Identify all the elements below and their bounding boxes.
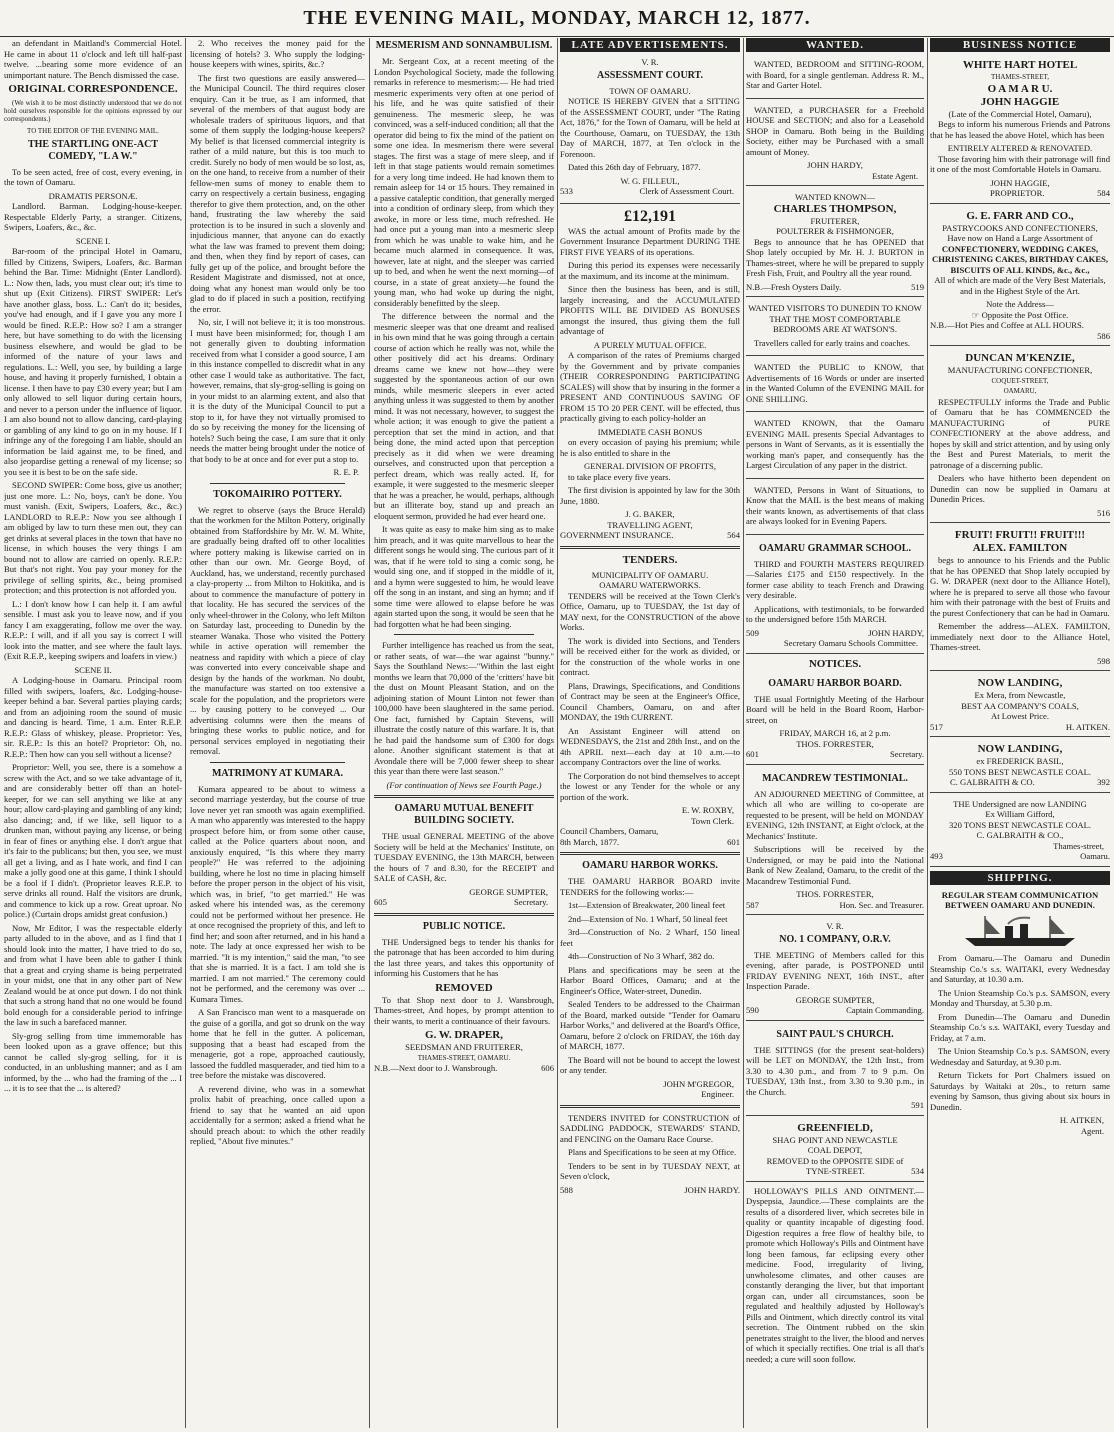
column-rule: [369, 38, 370, 1428]
notice-title: PUBLIC NOTICE.: [422, 920, 506, 932]
divider: [210, 483, 345, 484]
advertiser-address: THAMES-STREET,: [990, 73, 1049, 81]
removed-heading: REMOVED: [435, 981, 493, 994]
subheading: DRAMATIS PERSONÆ.: [48, 190, 138, 201]
paragraph: No, sir, I will not believe it; it is too monstrous. I must have been misinformed; for, though I am not generally given to doubting information received from what I consider a good source, I am in this instance compelled to discredit what in any other case I would take as authoritative. The fact, however, remains, that sly-grog-selling is going on in your midst to an alarming extent, and also that it is the duty of the Municipal Council to put a stop to it, for have they not virtually promised to do so by receiving the money for the licensing of hotels? Such being the case, I am sure that it only needs the matter being brought under the notice of that body to be at once and for ever put a stop to.: [190, 317, 365, 464]
paragraph: Dealers who have hitherto been dependent on Dunedin can now be supplied in Oamaru at Dunedin Prices.: [930, 473, 1110, 504]
advertiser-trade: SEEDSMAN AND FRUITERER,: [405, 1042, 523, 1052]
paragraph: The first two questions are easily answered—the Municipal Council. The third requires closer enquiry. Can it be true, as I am informed, that several of the members of that august body are wholesale traders of spirituous liquors, and that some of them supply the lodging-house keepers? My belief is that licensed commercial integrity is rather of a mild nature, but this is too much to credit. Surely no body of men would be so lost, as, on the one hand, to receive from a number of their fellow-men sums of money to enable them to carry on respectively a certain business, engaging therefor to give them protection, and, on the other hand, frustrating the law whereby the said protection is to be insured in such a slovenly and injudicious manner, that anyone can do exactly what the law was framed to prevent them doing; and then, when they find by report of cases, can fully get up of the police, and brought before the Resident Magistrate and dismissed, not at once, doing what any honest man would only be too glad to do if placed in such a position, rectifying the error.: [190, 72, 365, 314]
paragraph: Dated this 26th day of February, 1877.: [568, 162, 701, 172]
signature-title: Estate Agent.: [872, 170, 918, 181]
subheading: SCENE II.: [74, 664, 112, 675]
column-rule: [927, 38, 928, 1428]
paragraph: Plans and specifications may be seen at the Harbor Board Offices, Oamaru; and at the Engineer's Office, Water-street, Dunedin.: [560, 964, 740, 996]
paragraph: Now, Mr Editor, I was the respectable elderly party alluded to in the above, and as I find that I should look into the matter, I have tried to do so, and from what I have been able to gather I think that a great and crying shame is being perpetrated in your midst, one that in any other part of New Zealand would be at once put down. I do not think that such a strong hand that no one would be found bold enough for a considerable period to infringe the law in such a barefaced manner.: [4, 922, 182, 1027]
subheading: OAMARU WATERWORKS.: [599, 580, 701, 590]
divider: [560, 1105, 740, 1108]
paragraph: All of which are made of the Very Best Materials, and in the Highest Style of the Art.: [934, 275, 1106, 296]
product: BEST AA COMPANY'S COALS,: [961, 700, 1079, 711]
paragraph: L.: I don't know how I can help it. I am awful sensible. I must ask you to leave now, and if you fancy I am exaggerating, follow me over the way. R.E.P.: I will, and if all you say is correct I will look into the matter, and see where the fault lays. (Exit R.E.P., keeping swipers and loafers in view.): [4, 598, 182, 661]
paragraph: AN ADJOURNED MEETING of Committee, at which all who are willing to co-operate are requested to be present, will be held on MONDAY EVENING, 12th INSTANT, at Eight o'clock, at the Mechanics' Institute.: [746, 788, 924, 841]
signature-line: GOVERNMENT INSURANCE. 564: [560, 530, 740, 540]
paragraph: The Corporation do not bind themselves to accept the lowest or any Tender for the whole or any portion of the work.: [560, 770, 740, 802]
signature: W. G. FILLEUL,: [620, 175, 680, 186]
paragraph: begs to announce to his Friends and the Public that he has OPENED that Shop lately occupied by G. W. DRAPER (next door to the Alliance Hotel), where he is prepared to serve all those who favour him with their patronage with the best of Fruits and the purest Confectionery that can be had in Oamaru.: [930, 555, 1110, 618]
paragraph: THIRD and FOURTH MASTERS REQUIRED—Salaries £175 and £150 respectively. In the former case ability to teach French and Drawing very desirable.: [746, 558, 924, 600]
meeting-date: FRIDAY, MARCH 16, at 2 p.m.: [779, 728, 891, 738]
list-item: 3rd—Construction of No. 2 Wharf, 150 lineal feet: [560, 927, 740, 948]
subheading: MUNICIPALITY OF OAMARU.: [591, 569, 709, 580]
paragraph: THE SITTINGS (for the present seat-holders) will be LET on MONDAY, the 12th Inst., from 3.30 to 4.30 p.m., and from 7 to 9 p.m. On TUESDAY, 13th Inst., from 3.30 to 9.30 p.m., in the Church.: [746, 1044, 924, 1097]
paragraph: The Board will not be bound to accept the lowest or any tender.: [560, 1054, 740, 1075]
signature-line: 517 H. AITKEN.: [930, 721, 1110, 732]
paragraph: Mr. Sergeant Cox, at a recent meeting of the London Psychological Society, made the following remarks in reference to mesmerism:— He had tried mesmeric experiments very often at one period of his life, and he was quite satisfied of their genuineness. The mesmeric sleep, he was convinced, was a self-induced condition; all that the operator did being to fix the mind of the patient on some one idea. In mesmerism there were several stages. The first was a stage of mere sleep, and if left in that stage patients would remain sometimes for a very long time indeed. He had known them to remain asleep for 14 or 15 hours. They remained in a passive cataleptic condition, that generally merged into a condition of ordinary sleep, from which they awoke, in more or less time, much refreshed. He had once put a young man into a mesmeric sleep from which he was unable to wake him, and he became much alarmed in consequence. It was, however, late at night, and the sleeper was carried up to bed, and when he went the next morning—of course, in a state of great anxiety—he found the young man, who had woke up during the night, considerably benefitted by the sleep.: [374, 56, 554, 308]
ad-number: 586: [1097, 330, 1110, 341]
signature-line: 588 JOHN HARDY.: [560, 1184, 740, 1195]
paragraph: to take place every five years.: [568, 471, 671, 482]
paragraph: THE OAMARU HARBOR BOARD invite TENDERS for the following works:—: [560, 876, 740, 897]
classified-ad: WANTED, Persons in Want of Situations, to Know that the MAIL is the best means of making their wants known, as advertisements of that class are always looked for in Evening Papers.: [746, 484, 924, 526]
advertiser-address: OAMARU,: [1003, 387, 1037, 395]
signature: GEORGE SUMPTER,: [469, 886, 548, 897]
signature-line: 533 Clerk of Assessment Court.: [560, 186, 734, 196]
paragraph: At Lowest Price.: [991, 711, 1049, 721]
notice-title: SAINT PAUL'S CHURCH.: [776, 1028, 894, 1040]
notice-title: NO. 1 COMPANY, O.R.V.: [779, 933, 891, 945]
list-item: 4th—Construction of No 3 Wharf, 382 do.: [568, 951, 715, 961]
subheading: IMMEDIATE CASH BONUS: [597, 426, 703, 437]
article-title: THE STARTLING ONE-ACT COMEDY, "L A W.": [27, 138, 159, 162]
paragraph: Plans and Specifications to be seen at my Office.: [568, 1147, 737, 1157]
paragraph: 2. Who receives the money paid for the licensing of hotels? 3. Who supply the lodging-house keepers with wines, spirits, &c.?: [190, 38, 365, 69]
divider: [560, 546, 740, 549]
column-1: [4, 38, 182, 1428]
advertiser-trade: COAL DEPOT,: [807, 1145, 863, 1155]
advertiser-trade: POULTERER & FISHMONGER,: [776, 226, 894, 236]
signature: GEORGE SUMPTER,: [795, 994, 875, 1005]
paragraph: SECOND SWIPER: Come boss, give us another; just one more. L.: No, boys, can't be done. You must vanish. (Exit, Swipers, Loafers, &c., &c.) LANDLORD to R.E.P.: Now you see although I am obliged by law to turn these men out, they can get drinks at several places in the town that have no license, in which houses the very things I am bound not to allow are carried on openly. R.E.P.: But that's not right. You pay your money for the privilege of selling spirits, &c., being promised protection; and this protection is not afforded you.: [4, 480, 182, 595]
paragraph: Sly-grog selling from time immemorable has been looked upon as a grave offence; but this cannot be called sly-grog selling, for it is conducted, in an unblushing manner; and as I am informed, by the ... who had the framing of the ... I ... it is to see that the ... is altered?: [4, 1030, 182, 1093]
paragraph: Begs to inform his numerous Friends and Patrons that he has leased the above Hotel, which has been: [930, 119, 1110, 140]
advertiser-name: JOHN HAGGIE: [980, 95, 1060, 108]
profit-amount: £12,191: [624, 207, 676, 225]
paragraph: A Lodging-house in Oamaru. Principal room filled with swipers, loafers, &c. Lodging-house-keeper behind a bar. Several parties playing cards; and from an adjoining room the sound of music and dancing is heard. Time, 1 a.m. Enter R.E.P. R.E.P.: Glass of whiskey, please. Proprietor: Yes, sir. R.E.P.: Is this an hotel? Proprietor: Oh, no. R.E.P.: Then how can you sell without a license?: [4, 675, 182, 759]
paragraph: Plans, Drawings, Specifications, and Conditions of Contract may be seen at the Engineer's Office, Council Chambers, Oamaru, on and after MONDAY, the 19th CURRENT.: [560, 680, 740, 722]
signature: C. GALBRAITH & CO.,: [976, 830, 1064, 840]
article-title: MATRIMONY AT KUMARA.: [211, 767, 343, 779]
disclaimer: (We wish it to be most distinctly understood that we do not hold ourselves responsible for the opinions expressed by our correspondents.): [4, 99, 182, 123]
signature: H. AITKEN,: [1059, 1115, 1104, 1125]
advertiser-address: COQUET-STREET,: [991, 376, 1049, 385]
notice-title: OAMARU HARBOR WORKS.: [582, 860, 718, 871]
ad-heading: NOW LANDING,: [977, 677, 1063, 689]
advertiser-name: GREENFIELD,: [797, 1121, 873, 1134]
paragraph: THE Undersigned begs to tender his thanks for the patronage that has been accorded to him during the last three years, and takes this opportunity of informing his Customers that he has: [374, 936, 554, 978]
paragraph: Further intelligence has reached us from the seat, or rather seats, of war—the war against "bunny." Says the Southland News:—"Within the last eight months we learn that 70,000 of the 'critters' have bit the dust on Mount Pleasant Station, and on the adjoining station of Mount Linton not fewer than 100,000 have been slaughtered in the same period. One fact, furnished by Captain Stevens, will illustrate the costly nature of this warfare. It is, that he had paid the handsome sum of £300 for dogs alone. Another significant statement is that at Avondale there will be 7,000 fewer sheep to shear this year than there were last season.": [374, 640, 554, 776]
advertiser-name: ALEX. FAMILTON: [972, 542, 1068, 554]
continuation-note: (For continuation of News see Fourth Page.): [386, 779, 542, 790]
subheading: GENERAL DIVISION OF PROFITS,: [584, 461, 716, 471]
signature: JOHN HARDY,: [807, 160, 863, 170]
royal-crest: V. R.: [826, 921, 844, 931]
signature: THOS. FORRESTER,: [796, 738, 874, 749]
column-3: [374, 38, 554, 1428]
footnote: N.B.—Fresh Oysters Daily. 519: [746, 281, 924, 292]
subheading: TOWN OF OAMARU.: [609, 85, 691, 96]
paragraph: NOTICE IS HEREBY GIVEN that a SITTING of the ASSESSMENT COURT, under "The Rating Act, 1876," for the Town of Oamaru, will be held at the Courthouse, Oamaru, on TUESDAY, the 13th Day of MARCH, 1877, at Ten o'clock in the Forenoon.: [560, 96, 740, 159]
paragraph: THE MEETING of Members called for this evening, after parade, is POSTPONED until FRIDAY EVENING NEXT, 16th INST., after Inspection Parade.: [746, 949, 924, 991]
ad-heading: THE Undersigned are now LANDING: [953, 798, 1087, 809]
paragraph: The work is divided into Sections, and Tenders will be received either for the work as divided, or for the construction of the whole works in one contract.: [560, 635, 740, 677]
notice-title: OAMARU GRAMMAR SCHOOL.: [759, 542, 911, 554]
paragraph: WAS the actual amount of Profits made by the Government Insurance Department DURING THE FIRST FIVE YEARS of its operations.: [560, 225, 740, 257]
paragraph: The first division is appointed by law for the 30th June, 1880.: [560, 485, 740, 506]
ad-number: 591: [911, 1100, 924, 1110]
paragraph: We regret to observe (says the Bruce Herald) that the workmen for the Milton Pottery, originally obtained from Staffordshire by Mr. W. M. White, are gradually being drafted off to other localities where pottery making is likewise carried on in other than our own. Mr. George Boyd, of Auckland, has, we understand, recently purchased a clay-property ... from Milton to Hokitika, and is about to commence the manufacture of pottery in that locality. He has secured the services of the only wheel-thrower in the Colony, who left Milton on Saturday last, proceeding to Dunedin by the steamer Wanaka. Those who visited the Pottery while in active operation will remember the neatness and rapidity with which a piece of clay was converted into every conceivable shape and design by the hands of the workman. No doubt, the manufacture was started on too extensive a scale for the population, and the proprietors were ... by causing pottery to be conveyed ... Our advertising columns were then the means of bringing these works to public notice, and for personal services employed in negotiating their removal.: [190, 504, 365, 756]
ad-number: 598: [1097, 655, 1110, 666]
advertiser-address: Thames-street,: [1053, 840, 1104, 851]
paragraph: During this period its expenses were necessarily at the maximum, and its income at the minimum.: [560, 260, 740, 281]
paragraph: THE usual Fortnightly Meeting of the Harbour Board will be held in the Board Room, Harbor-street, on: [746, 693, 924, 725]
ad-heading: REGULAR STEAM COMMUNICATION BETWEEN OAMARU AND DUNEDIN.: [941, 889, 1099, 910]
ad-number: 605: [374, 897, 387, 907]
paragraph: Ex William Gifford,: [985, 809, 1055, 819]
paragraph: To be seen acted, free of cost, every evening, in the town of Oamaru.: [4, 166, 182, 187]
signature: R. E. P.: [333, 467, 359, 477]
classified-ad: WANTED, a PURCHASER for a Freehold HOUSE and SECTION; and also for a Leasehold SHOP in Oamaru. Both being in the Building Society, either may be Purchased with a small amount of Money.: [746, 104, 924, 157]
paragraph: Have now on Hand a Large Assortment of: [947, 233, 1093, 243]
royal-crest: V. R.: [641, 57, 659, 67]
paragraph: An Assistant Engineer will attend on WEDNESDAYS, the 21st and 28th Inst., and on the 4th APRIL next—each day at 10 a.m.—to accompany Contractors over the line of works.: [560, 725, 740, 767]
advertiser-name: CHARLES THOMPSON,: [773, 202, 897, 215]
advertiser-trade: PASTRYCOOKS AND CONFECTIONERS,: [942, 222, 1098, 233]
ad-heading: NOW LANDING,: [977, 743, 1063, 755]
section-bar: SHIPPING.: [930, 871, 1110, 885]
section-heading: TENDERS.: [622, 553, 678, 566]
ad-heading: WANTED KNOWN—: [795, 192, 875, 202]
product-list: CONFECTIONERY, WEDDING CAKES, CHRISTENING CAKES, BIRTHDAY CAKES, BISCUITS OF ALL KINDS, &c., &c.,: [932, 243, 1108, 275]
masthead: THE EVENING MAIL, MONDAY, MARCH 12, 1877.: [0, 0, 1114, 37]
notice-title: OAMARU MUTUAL BENEFIT BUILDING SOCIETY.: [394, 803, 534, 826]
signature: JOHN HAGGIE,: [990, 177, 1050, 188]
paragraph: Since then the business has been, and is still, largely increasing, and the ACCUMULATED PROFITS WILL BE DIVIDED AS BONUSES amongst the insured, thus giving them the full advantage of: [560, 284, 740, 336]
section-bar: LATE ADVERTISEMENTS.: [560, 38, 740, 52]
classified-ad: WANTED the PUBLIC to KNOW, that Advertisements of 16 Words or under are inserted in the Wanted Column of the EVENING MAIL for ONE SHILLING.: [746, 362, 924, 404]
paragraph: Tenders to be sent in by TUESDAY NEXT, at Seven o'clock,: [560, 1160, 740, 1181]
section-heading: ORIGINAL CORRESPONDENCE.: [8, 83, 178, 95]
list-item: 1st—Extension of Breakwater, 200 lineal feet: [568, 900, 726, 910]
signature: THOS. FORRESTER,: [796, 889, 874, 899]
paragraph: Remember the address—ALEX. FAMILTON, immediately next door to the Alliance Hotel, Thames-street.: [930, 621, 1110, 652]
notice-title: ASSESSMENT COURT.: [597, 69, 703, 81]
product: 550 TONS BEST NEWCASTLE COAL.: [948, 766, 1092, 777]
signature-line: C. GALBRAITH & CO. 392: [950, 777, 1110, 787]
dateline: Council Chambers, Oamaru,: [560, 826, 659, 836]
notice-title: MACANDREW TESTIMONIAL.: [762, 772, 908, 784]
paragraph: HOLLOWAY'S PILLS AND OINTMENT.—Dyspepsia, Jaundice.—These complaints are the results of a disordered liver, which secretes bile in quality or quantity incapable of digesting food. Digestion requires a free flow of healthy bile, to promote which Holloway's Pills and Ointment have long been famous, far eclipsing every other medicine. Food, irregularity of living, unwholesome climates, and other causes are constantly deranging the liver, but that important organ can, under all circumstances, soon be regulated and healthily adjusted by Holloway's Pills and Ointment, which directly control its vital secretion. The Ointment rubbed on the skin penetrates straight to the liver, the blood and nerves of which it specially rectifies. One trial is all that's needed; a cure will soon follow.: [746, 1185, 924, 1364]
dateline: 8th March, 1877. 601: [560, 836, 740, 847]
advertiser-trade: MANUFACTURING CONFECTIONER,: [947, 365, 1093, 375]
signature-line: 601 Secretary.: [746, 749, 924, 759]
signature-title: Engineer.: [701, 1089, 734, 1099]
divider: [560, 852, 740, 855]
paragraph: Return Tickets for Port Chalmers issued on Saturdays by Waitaki at 20s., to return same evening by Samson, thus giving about six hours in Dunedin.: [930, 1070, 1110, 1112]
paragraph: From Oamaru.—The Oamaru and Dunedin Steamship Co.'s s.s. WAITAKI, every Wednesday and Saturday, at 10.30 a.m.: [930, 953, 1110, 984]
classified-ad: WANTED VISITORS TO DUNEDIN TO KNOW THAT THE MOST COMFORTABLE BEDROOMS ARE AT WATSON'S.: [748, 303, 922, 334]
advertiser-trade: SHAG POINT AND NEWCASTLE: [772, 1134, 898, 1145]
signature-line: PROPRIETOR. 584: [990, 188, 1110, 198]
signature-line: 493 Oamaru.: [930, 851, 1110, 861]
paragraph: THE usual GENERAL MEETING of the above Society will be held at the Mechanics' Institute, on TUESDAY EVENING, the 13th MARCH, between the hours of 7 and 8.30, for the RECEIPT and SALE of CASH, &c.: [374, 831, 554, 883]
signature-title: Secretary.: [513, 897, 548, 907]
signature-title: Town Clerk.: [691, 815, 734, 826]
signature: J. G. BAKER,: [625, 509, 675, 519]
paragraph: Subscriptions will be received by the Undersigned, or may be paid into the National Bank of New Zealand, Oamaru, to the credit of the Macandrew Testimonial Fund.: [746, 844, 924, 886]
addressee: TO THE EDITOR OF THE EVENING MAIL.: [27, 127, 159, 135]
column-rule: [185, 38, 186, 1428]
paragraph: A reverend divine, who was in a somewhat prolix habit of preaching, once called upon a friend to say that he wanted an aid upon accidentally for a sermon; asked a friend what he should preach about: to which the other readily replied, "About five minutes.": [190, 1083, 365, 1146]
signature-line: TYNE-STREET. 534: [806, 1166, 924, 1176]
section-bar: WANTED.: [746, 38, 924, 52]
signature: JOHN M'GREGOR,: [663, 1078, 734, 1089]
paragraph: RESPECTFULLY informs the Trade and Public of Oamaru that he has COMMENCED the MANUFACTURING of PURE CONFECTIONERY at the above address, and hopes by skill and strict attention, and by using only the Best and Purest Materials, to merit the patronage of a discerning public.: [930, 396, 1110, 470]
advertiser-note: (Late of the Commercial Hotel, Oamaru),: [948, 108, 1092, 119]
advertiser-trade: FRUITERER,: [810, 215, 860, 226]
paragraph: TENDERS will be received at the Town Clerk's Office, Oamaru, up to TUESDAY, the 1st day of MAY next, for the CONSTRUCTION of the above Works.: [560, 590, 740, 632]
advertiser-name: DUNCAN M'KENZIE,: [965, 352, 1075, 364]
paragraph: Those favoring him with their patronage will find it one of the most Comfortable Hotels in Oamaru.: [930, 153, 1110, 174]
section-bar: BUSINESS NOTICE: [930, 38, 1110, 52]
town-name: O A M A R U.: [987, 82, 1053, 95]
signature: E. W. ROXBY,: [681, 805, 734, 815]
paragraph: A San Francisco man went to a masquerade on the guise of a gorilla, and got so drunk on the way home that he fell in the gutter. A policeman, supposing that a beast had escaped from the menagerie, got a rope, approached cautiously, lassoed the fuddled masquerader, and tied him to a tree before the mistake was discovered.: [190, 1007, 365, 1080]
footnote: N.B.—Hot Pies and Coffee at ALL HOURS.: [930, 320, 1084, 330]
paragraph: To that Shop next door to J. Wansbrough, Thames-street, And hopes, by prompt attention to their wants, to merit a continuance of their favours.: [374, 994, 554, 1026]
product: 320 TONS BEST NEWCASTLE COAL.: [948, 819, 1092, 830]
paragraph: Sealed Tenders to be addressed to the Chairman of the Board, marked outside "Tender for Oamaru Harbor Works," and delivered at the Board's Office, Oamaru, before 2 o'clock on FRIDAY, the 16th day of MARCH, 1877.: [560, 999, 740, 1051]
column-5: [746, 38, 924, 1428]
paragraph: on every occasion of paying his premium; while he is also entitled to share in the: [560, 437, 740, 458]
divider: [374, 795, 554, 798]
section-heading: NOTICES.: [808, 657, 862, 670]
column-rule: [743, 38, 744, 1428]
classified-ad: WANTED KNOWN, that the Oamaru EVENING MAIL presents Special Advantages to persons in Want of Servants, as it is essentially the working man's paper, and consequently has the Largest Circulation of any paper in the district.: [746, 418, 924, 470]
paragraph: Applications, with testimonials, to be forwarded to the undersigned before 15th MARCH.: [746, 603, 924, 624]
footnote: N.B.—Next door to J. Wansbrough. 606: [374, 1063, 554, 1073]
signature-line: 587 Hon. Sec. and Treasurer.: [746, 899, 924, 910]
divider: [374, 913, 554, 916]
paragraph: Landlord. Barman. Lodging-house-keeper. Respectable Elderly Party, a stranger. Citizens, Swipers, Loafers, &c., &c.: [4, 201, 182, 232]
divider: [394, 634, 534, 635]
steamship-icon: [930, 914, 1110, 951]
notice-title: OAMARU HARBOR BOARD.: [768, 677, 902, 689]
divider: [210, 762, 345, 763]
ad-number: 516: [1097, 507, 1110, 518]
paragraph: Kumara appeared to be about to witness a second marriage yesterday, but the course of true love never yet ran smooth was again exemplified. A man who apparently was interested to the happy prospect before him, or from some other cause, called at the Police quarters about noon, and anxiously enquired, "Is this where they marry people?" He was referred to the adjoining building, where he lost no time in placing himself before the proper person in the object of his visit, which was, in brief, "to get married." He was asked where his intended was, as the ceremony could not be performed without her presence. He at once recognised the propriety of this, and left to find her; and soon after returned, and in his hand a note. The lady at once expressed her wish to be married. "It is my intention," said the man, "to see that she is married. It is a fact. I am told she is married. I am not married." The ceremony could not be performed, and the ceremony was over ... Kumara Times.: [190, 783, 365, 1004]
paragraph: The Union Steamship Co.'s p.s. SAMSON, every Monday and Thursday, at 5.30 p.m.: [930, 987, 1110, 1008]
paragraph: TENDERS INVITED for CONSTRUCTION of SADDLING PADDOCK, STEWARDS' STAND, and FENCING on the Oamaru Race Course.: [560, 1112, 740, 1144]
paragraph: an defendant in Maitland's Commercial Hotel. He came in about 11 o'clock and left till half-past twelve. ...bearing some more evidence of an unimportant nature. The Bench dismissed the case.: [4, 38, 182, 80]
paragraph: From Dunedin—The Oamaru and Dunedin Steamship Co.'s s.s. WAITAKI, every Tuesday and Friday, at 7 a.m.: [930, 1011, 1110, 1043]
subheading: ENTIRELY ALTERED & RENOVATED.: [947, 143, 1093, 153]
paragraph: REMOVED to the OPPOSITE SIDE of: [766, 1155, 904, 1166]
address-note: ☞ Opposite the Post Office.: [971, 309, 1069, 320]
signature-title: Secretary Oamaru Schools Committee.: [783, 638, 918, 648]
paragraph: Travellers called for early trains and coaches.: [754, 337, 910, 348]
signature-line: 509 JOHN HARDY,: [746, 627, 924, 638]
signature-line: 590 Captain Commanding.: [746, 1005, 924, 1015]
subheading: A PURELY MUTUAL OFFICE.: [593, 339, 707, 350]
advertiser-name: WHITE HART HOTEL: [962, 59, 1078, 71]
signature-title: Agent.: [1080, 1125, 1104, 1136]
column-6: [930, 38, 1110, 1428]
article-title: MESMERISM AND SONNAMBULISM.: [375, 40, 553, 51]
paragraph: The difference between the normal and the mesmeric sleeper was that one dreamt and realised in his own mind that he was going through a certain course of action which he really was not, while the other positively did act his dreams. Ordinary dreams came we knew not how—they were suggested by the spontaneous action of our own minds, while mesmeric sleepers in ever acted anything unless it was suggested to them by another mind. It was not necessary, however, to suggest the whole action; it was enough to give the patient a perception that set the mind in action, and that being done, the mind acted upon that perception precisely as it did when we were dreaming ourselves, and constructed upon that perception a perfect dream, which was really acted. If, for example, it were suggested to the mesmeric sleeper that he was a preacher, he would, perhaps, although but an illiterate boy, stand up and preach an eloquent sermon, provided he had ever heard one.: [374, 311, 554, 521]
subheading: SCENE I.: [75, 235, 111, 246]
classified-ad: WANTED, BEDROOM and SITTING-ROOM, with Board, for a single gentleman. Address R. M., Star and Garter Hotel.: [746, 59, 924, 90]
signature-title: TRAVELLING AGENT,: [607, 519, 693, 530]
paragraph: Ex Mera, from Newcastle,: [974, 690, 1066, 700]
address-note: Note the Address—: [986, 299, 1054, 309]
list-item: 2nd—Extension of No. 1 Wharf, 50 lineal feet: [568, 913, 728, 924]
paragraph: Bar-room of the principal Hotel in Oamaru, filled by Citizens, Swipers, Loafers, &c. Barman behind the Bar. Time: Midnight (Enter Landlord). L.: Now then, lads, you must clear out; it's time to shut up (Exit Citizens). FIRST SWIPER: Let's have another glass, boss. L.: Can't do it; besides, you've had enough, and if I gave you any more I would be fined. R.E.P.: How so? I am a stranger here, but have something to do with the licensing business elsewhere, and would be glad to be informed of the nature of your laws and regulations. L.: Well, you see, by building a large house, and having it properly furnished, I obtain a license. I then have to pay £30 every year; but I am only allowed to sell liquor during certain hours, and never to a person under the influence of liquor. I am also bound not to allow dancing, card-playing or gambling of any kind to go on in my house. If I infringe any of the foregoing I am liable, should an information be laid against me, to be fined, and also jeopardise getting a renewal of my license; so you see it is best to be on the safe side.: [4, 246, 182, 477]
column-2: [190, 38, 365, 1428]
paragraph: A comparison of the rates of Premiums charged by the Government and by private companies (THEIR CORRESPONDING PARTICIPATING SCALES) will show that by insuring in the former a PRESENT AND CONTINUOUS SAVING OF FROM 15 TO 20 PER CENT. will be effected, thus practically giving to each policy-holder an: [560, 350, 740, 423]
advertiser-address: THAMES-STREET, OAMARU.: [417, 1053, 511, 1062]
paragraph: Proprietor: Well, you see, there is a somehow a screw with the Act, and so we take advantage of it, and are considerably better off than an hotel-keeper, for we can sell anything we like at any hour; allow card-playing and gambling of any kind; also dancing; and, if we like, sell liquor to a drunken man, without paying any license, or being in fear of fines or anything else. I don't argue that it's fair to the publicans; but then, you see, we must all get a living, and as I hate work, and find I can make a jolly good one at this game, I think I should be a fool if I didn't. (Proprietor leaves R.E.P. to serve drinks all round. Half the visitors are drunk, and commence to kick up a row. Great uproar. No police.) (Curtain drops amidst great confusion.): [4, 762, 182, 919]
column-4: [560, 38, 740, 1428]
advertiser-name: G. W. DRAPER,: [425, 1029, 503, 1041]
paragraph: ex FREDERICK BASIL,: [976, 756, 1064, 766]
paragraph: The Union Steamship Co.'s p.s. SAMSON, every Wednesday and Saturday, at 9.30 p.m.: [930, 1046, 1110, 1067]
advertiser-name: G. E. FARR AND CO.,: [966, 209, 1074, 222]
article-title: TOKOMAIRIRO POTTERY.: [213, 488, 342, 500]
pointing-hand-icon: ☞: [971, 309, 980, 320]
ad-heading: FRUIT! FRUIT!! FRUIT!!!: [954, 529, 1086, 541]
paragraph: Begs to announce that he has OPENED that Shop lately occupied by Mr. H. J. BURTON in Thames-street, where he will be prepared to supply Fresh Fish, Fruit, and Poultry all the year round.: [746, 236, 924, 278]
column-rule: [557, 38, 558, 1428]
paragraph: It was quite as easy to make him sing as to make him preach, and it was quite marvellous to hear the different songs he would sing. The curious part of it was, that if he were told to sing a comic song, he would sing one, and if stopped in the middle of it, and a hymn were suggested to him, he would leave off the song in an instant, and sing an hymn; and if some time were allowed to elapse before he was again started upon the song, it would be seen that he had forgotten what he had been singing.: [374, 524, 554, 629]
